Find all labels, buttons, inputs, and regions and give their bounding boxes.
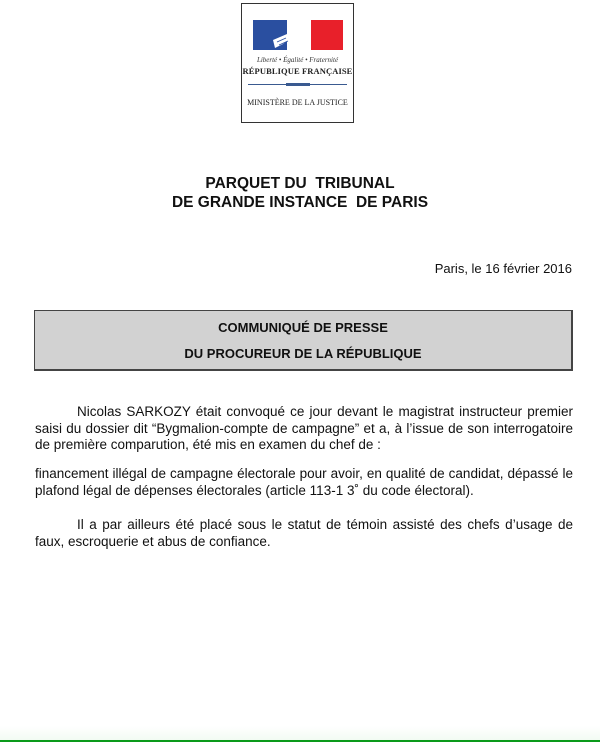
logo-divider-accent bbox=[286, 83, 310, 86]
press-release-title: COMMUNIQUÉ DE PRESSE bbox=[218, 320, 388, 335]
bottom-fade bbox=[0, 726, 600, 740]
body-paragraph-1: Nicolas SARKOZY était convoqué ce jour devant le magistrat instructeur premier saisi du dossier dit “Bygmalion-compte de campagne” et a, à l’issue de son interrogatoire de première comparution, été mis en examen du chef de : bbox=[35, 404, 573, 452]
press-release-subtitle: DU PROCUREUR DE LA RÉPUBLIQUE bbox=[184, 346, 422, 361]
ministry-name: MINISTÈRE DE LA JUSTICE bbox=[247, 98, 348, 107]
ministry-logo bbox=[241, 3, 354, 123]
title-line-1: PARQUET DU TRIBUNAL bbox=[205, 175, 395, 192]
press-release-banner bbox=[34, 310, 573, 371]
body-paragraph-3: Il a par ailleurs été placé sous le statut de témoin assisté des chefs d’usage de faux, escroquerie et abus de confiance. bbox=[35, 517, 573, 549]
document-date: Paris, le 16 février 2016 bbox=[434, 261, 572, 276]
page-title bbox=[0, 174, 600, 212]
republic-motto: Liberté • Égalité • Fraternité bbox=[256, 56, 339, 64]
title-line-2: DE GRANDE INSTANCE DE PARIS bbox=[171, 194, 429, 211]
republic-name: RÉPUBLIQUE FRANÇAISE bbox=[242, 66, 353, 76]
body-paragraph-2: financement illégal de campagne électorale pour avoir, en qualité de candidat, dépassé le plafond légal de dépenses électorales (article 113-1 3˚ du code électoral). bbox=[35, 466, 573, 498]
marianne-flag-icon bbox=[253, 20, 343, 50]
